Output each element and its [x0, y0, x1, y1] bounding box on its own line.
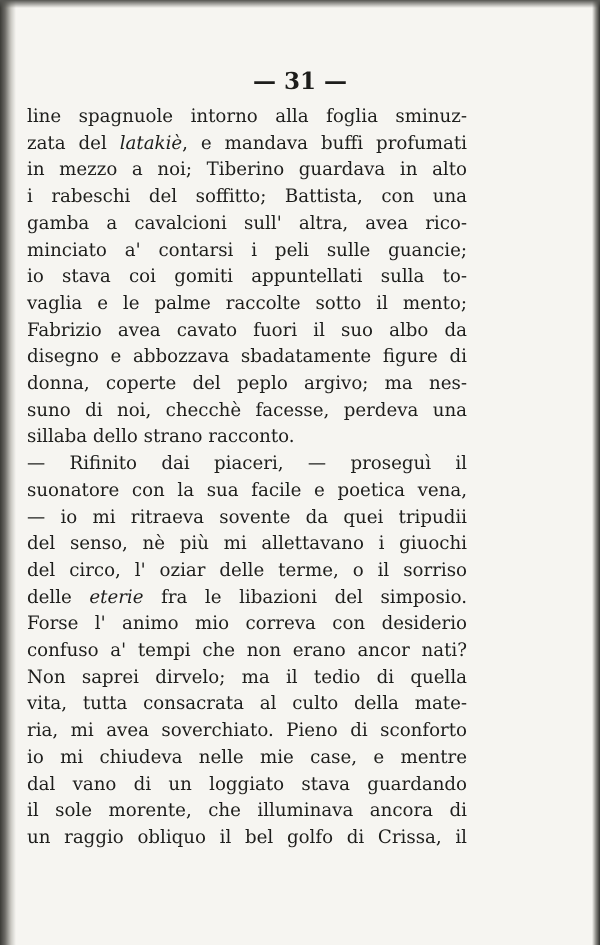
text-line: suonatore con la sua facile e poetica vena,	[27, 479, 467, 501]
text-line: in mezzo a noi; Tiberino guardava in alto	[27, 159, 467, 181]
text-line: io mi chiudeva nelle mie case, e mentre	[27, 746, 467, 768]
text-line: suno di noi, checchè facesse, perdeva una	[27, 399, 467, 421]
text-line: i rabeschi del soffitto; Battista, con una	[27, 186, 467, 208]
italic-word: eterie	[89, 586, 144, 608]
text-line: minciato a' contarsi i peli sulle guancie;	[27, 239, 467, 261]
text-line: gamba a cavalcioni sull' altra, avea rico-	[27, 212, 467, 234]
text-line: dal vano di un loggiato stava guardando	[27, 773, 467, 795]
text-line: line spagnuole intorno alla foglia sminuz-	[27, 106, 467, 127]
italic-word: latakiè	[119, 132, 183, 154]
text-line: — io mi ritraeva sovente da quei tripudii	[27, 506, 467, 528]
text-line: zata del latakiè, e mandava buffi profumati	[27, 132, 467, 154]
text-line: il sole morente, che illuminava ancora di	[27, 800, 467, 822]
text-line: Fabrizio avea cavato fuori il suo albo da	[27, 319, 467, 341]
text-line: confuso a' tempi che non erano ancor nati?	[27, 640, 467, 662]
text-line: vita, tutta consacrata al culto della mate-	[27, 693, 467, 715]
body-text	[27, 104, 467, 852]
page-top-edge	[0, 0, 600, 8]
text-line: vaglia e le palme raccolte sotto il mento;	[27, 292, 467, 314]
text-line: Forse l' animo mio correva con desiderio	[27, 613, 467, 635]
text-line: Non saprei dirvelo; ma il tedio di quella	[27, 666, 467, 688]
text-line: un raggio obliquo il bel golfo di Crissa, il	[27, 826, 467, 848]
text-line: — Rifinito dai piaceri, — proseguì il	[27, 453, 467, 475]
text-line: delle eterie fra le libazioni del simposio.	[27, 586, 468, 608]
page-right-edge	[592, 0, 600, 945]
text-line: del senso, nè più mi allettavano i giuochi	[27, 533, 467, 555]
text-line: io stava coi gomiti appuntellati sulla to-	[27, 266, 467, 288]
text-line: ria, mi avea soverchiato. Pieno di sconforto	[27, 720, 467, 742]
page-number: — 31 —	[252, 68, 348, 95]
text-line: sillaba dello strano racconto.	[27, 426, 295, 448]
text-line: del circo, l' oziar delle terme, o il sorriso	[27, 559, 467, 581]
text-line: disegno e abbozzava sbadatamente figure di	[27, 346, 467, 368]
text-line: donna, coperte del peplo argivo; ma nes-	[27, 373, 467, 395]
page-left-edge	[0, 0, 16, 945]
